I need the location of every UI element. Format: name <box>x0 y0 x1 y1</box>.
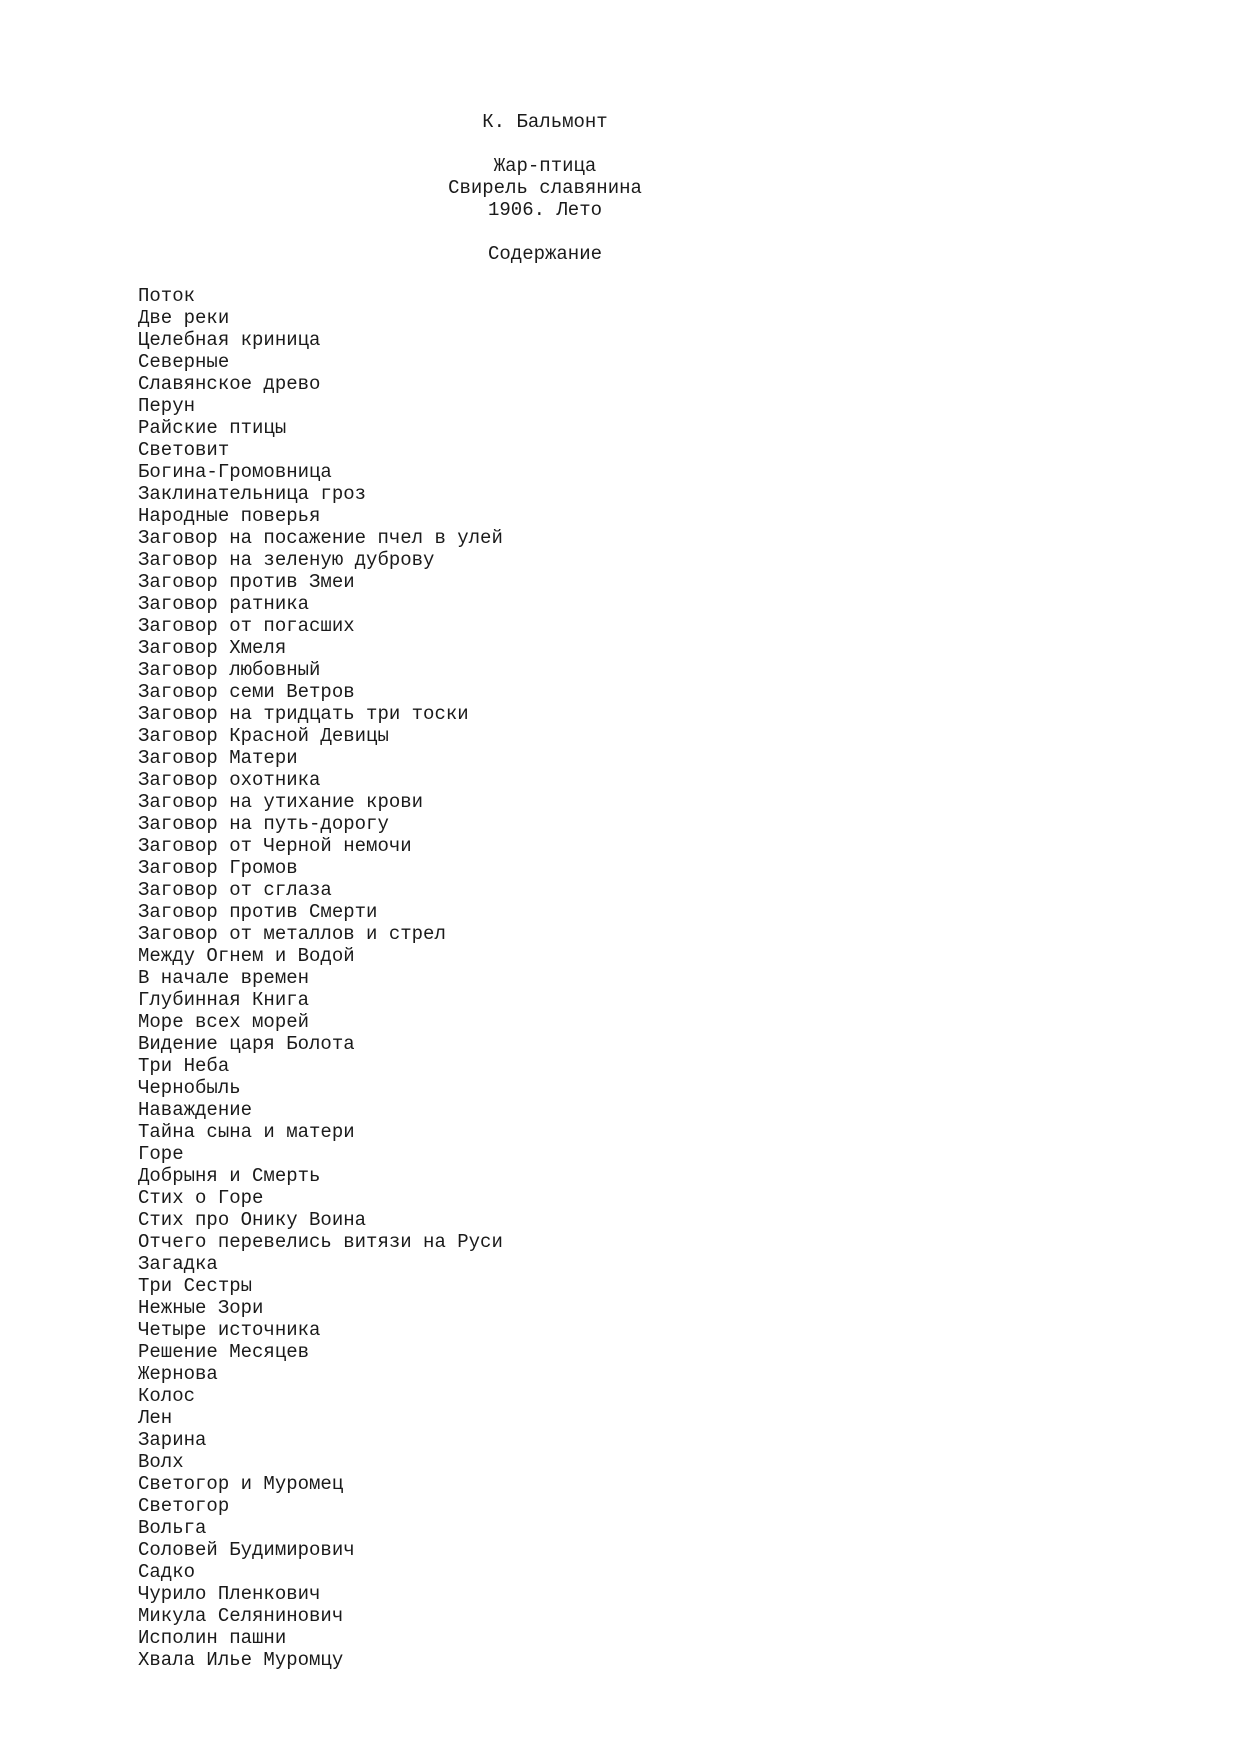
toc-entry: Заклинательница гроз <box>138 483 367 505</box>
toc-entry: Целебная криница <box>138 329 321 351</box>
toc-entry: Отчего перевелись витязи на Руси <box>138 1231 503 1253</box>
toc-entry: Видение царя Болота <box>138 1033 355 1055</box>
toc-entry: Исполин пашни <box>138 1627 287 1649</box>
toc-entry: Заговор Красной Девицы <box>138 725 389 747</box>
book-subtitle: Свирель славянина <box>448 177 642 199</box>
toc-entry: Заговор от погасших <box>138 615 355 637</box>
toc-entry: Чернобыль <box>138 1077 241 1099</box>
toc-entry: Заговор на тридцать три тоски <box>138 703 469 725</box>
toc-entry: Райские птицы <box>138 417 287 439</box>
toc-entry: Заговор любовный <box>138 659 321 681</box>
toc-entry: Светогор и Муромец <box>138 1473 344 1495</box>
toc-entry: Заговор Громов <box>138 857 298 879</box>
toc-entry: Славянское древо <box>138 373 321 395</box>
toc-entry: Глубинная Книга <box>138 989 310 1011</box>
toc-entry: Колос <box>138 1385 196 1407</box>
toc-entry: Вольга <box>138 1517 207 1539</box>
toc-entry: Решение Месяцев <box>138 1341 310 1363</box>
toc-entry: Между Огнем и Водой <box>138 945 355 967</box>
toc-entry: Заговор Хмеля <box>138 637 287 659</box>
author-name: К. Бальмонт <box>482 111 608 133</box>
toc-entry: Северные <box>138 351 230 373</box>
toc-entry: Три Неба <box>138 1055 230 1077</box>
toc-entry: Поток <box>138 285 196 307</box>
toc-entry: Наваждение <box>138 1099 253 1121</box>
toc-entry: Лен <box>138 1407 173 1429</box>
toc-entry: Заговор на утихание крови <box>138 791 424 813</box>
toc-entry: Горе <box>138 1143 184 1165</box>
toc-entry: Добрыня и Смерть <box>138 1165 321 1187</box>
toc-entry: Перун <box>138 395 196 417</box>
toc-entry: Заговор Матери <box>138 747 298 769</box>
toc-entry: Заговор ратника <box>138 593 310 615</box>
book-title: Жар-птица <box>493 155 597 177</box>
toc-entry: Садко <box>138 1561 196 1583</box>
toc-entry: Заговор на путь-дорогу <box>138 813 389 835</box>
toc-entry: Море всех морей <box>138 1011 310 1033</box>
toc-entry: Богина-Громовница <box>138 461 332 483</box>
toc-entry: Загадка <box>138 1253 218 1275</box>
toc-entry: Соловей Будимирович <box>138 1539 355 1561</box>
contents-heading: Содержание <box>487 243 603 265</box>
toc-entry: Заговор на зеленую дуброву <box>138 549 435 571</box>
book-date: 1906. Лето <box>487 199 603 221</box>
toc-entry: Две реки <box>138 307 230 329</box>
toc-entry: Стих о Горе <box>138 1187 264 1209</box>
toc-entry: Заговор от металлов и стрел <box>138 923 446 945</box>
toc-entry: Нежные Зори <box>138 1297 264 1319</box>
toc-entry: Тайна сына и матери <box>138 1121 355 1143</box>
toc-entry: Заговор от Черной немочи <box>138 835 412 857</box>
toc-entry: Четыре источника <box>138 1319 321 1341</box>
toc-entry: Светогор <box>138 1495 230 1517</box>
toc-entry: Три Сестры <box>138 1275 253 1297</box>
table-of-contents <box>138 285 503 1671</box>
toc-entry: Заговор против Змеи <box>138 571 355 593</box>
toc-entry: Жернова <box>138 1363 218 1385</box>
toc-entry: Зарина <box>138 1429 207 1451</box>
toc-entry: Заговор от сглаза <box>138 879 332 901</box>
toc-entry: Хвала Илье Муромцу <box>138 1649 344 1671</box>
toc-entry: Микула Селянинович <box>138 1605 344 1627</box>
toc-entry: Стих про Онику Воина <box>138 1209 367 1231</box>
toc-entry: Заговор охотника <box>138 769 321 791</box>
toc-entry: Чурило Пленкович <box>138 1583 321 1605</box>
toc-entry: Заговор семи Ветров <box>138 681 355 703</box>
toc-entry: Заговор против Смерти <box>138 901 378 923</box>
toc-entry: Заговор на посажение пчел в улей <box>138 527 503 549</box>
toc-entry: Волх <box>138 1451 184 1473</box>
toc-entry: Световит <box>138 439 230 461</box>
toc-entry: В начале времен <box>138 967 310 989</box>
toc-entry: Народные поверья <box>138 505 321 527</box>
